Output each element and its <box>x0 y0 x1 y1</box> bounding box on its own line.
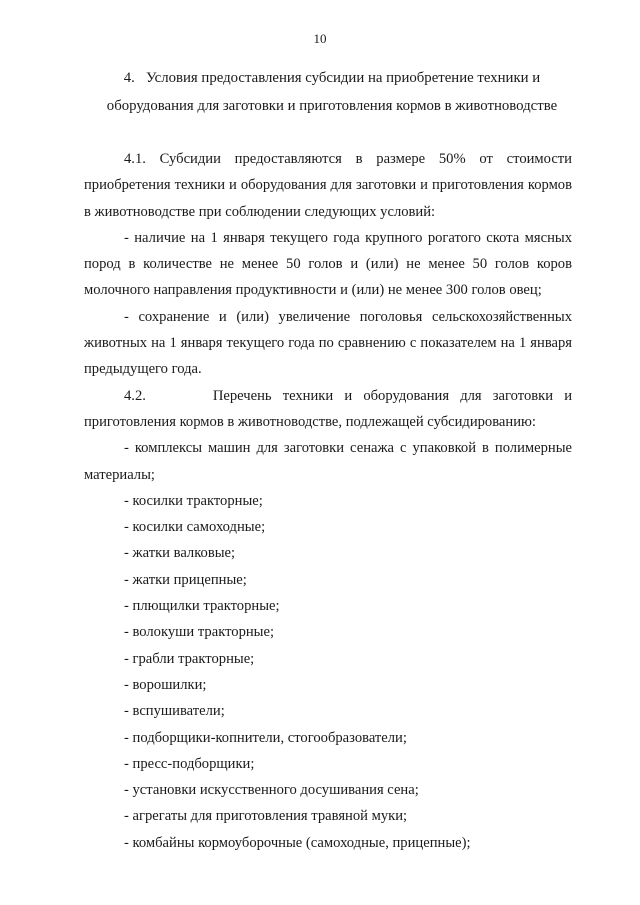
list-item: - косилки самоходные; <box>124 519 266 536</box>
page-number: 10 <box>313 31 327 46</box>
list-item: - агрегаты для приготовления травяной муки; <box>124 808 408 825</box>
document-body <box>84 146 576 856</box>
section-heading <box>82 64 582 120</box>
list-item: - вспушиватели; <box>124 703 225 720</box>
paragraph-4-1: 4.1. Субсидии предоставляются в размере 50% от стоимости приобретения техники и оборудования для заготовки и приготовления кормов в животноводстве при соблюдении следующих условий: <box>84 151 572 220</box>
list-item: - плющилки тракторные; <box>124 598 280 615</box>
list-item: - жатки прицепные; <box>124 571 247 588</box>
list-item: - подборщики-копнители, стогообразователи; <box>124 729 407 746</box>
list-item: - волокуши тракторные; <box>124 624 275 641</box>
condition-item-2: - сохранение и (или) увеличение поголовья сельскохозяйственных животных на 1 января текущего года по сравнению с показателем на 1 января предыдущего года. <box>84 308 572 378</box>
list-item: - жатки валковые; <box>124 545 236 562</box>
list-item: - комбайны кормоуборочные (самоходные, прицепные); <box>124 834 471 851</box>
list-item: - грабли тракторные; <box>124 650 255 667</box>
list-item: - установки искусственного досушивания сена; <box>124 782 419 799</box>
list-item: - косилки тракторные; <box>124 492 263 509</box>
list-item: - ворошилки; <box>124 676 207 693</box>
condition-item-1: - наличие на 1 января текущего года крупного рогатого скота мясных пород в количестве не менее 50 голов и (или) не менее 50 голов коров молочного направления продуктивности и (или) не менее 300 голов овец; <box>84 229 572 299</box>
list-item: - пресс-подборщики; <box>124 755 255 772</box>
section-heading-line-1: 4. Условия предоставления субсидии на приобретение техники и <box>123 70 541 86</box>
paragraph-4-2: 4.2. Перечень техники и оборудования для заготовки и приготовления кормов в животноводстве, подлежащей субсидированию: <box>84 387 576 430</box>
section-heading-line-2: оборудования для заготовки и приготовления кормов в животноводстве <box>106 98 558 114</box>
list-item: - комплексы машин для заготовки сенажа с упаковкой в полимерные материалы; <box>84 440 572 483</box>
